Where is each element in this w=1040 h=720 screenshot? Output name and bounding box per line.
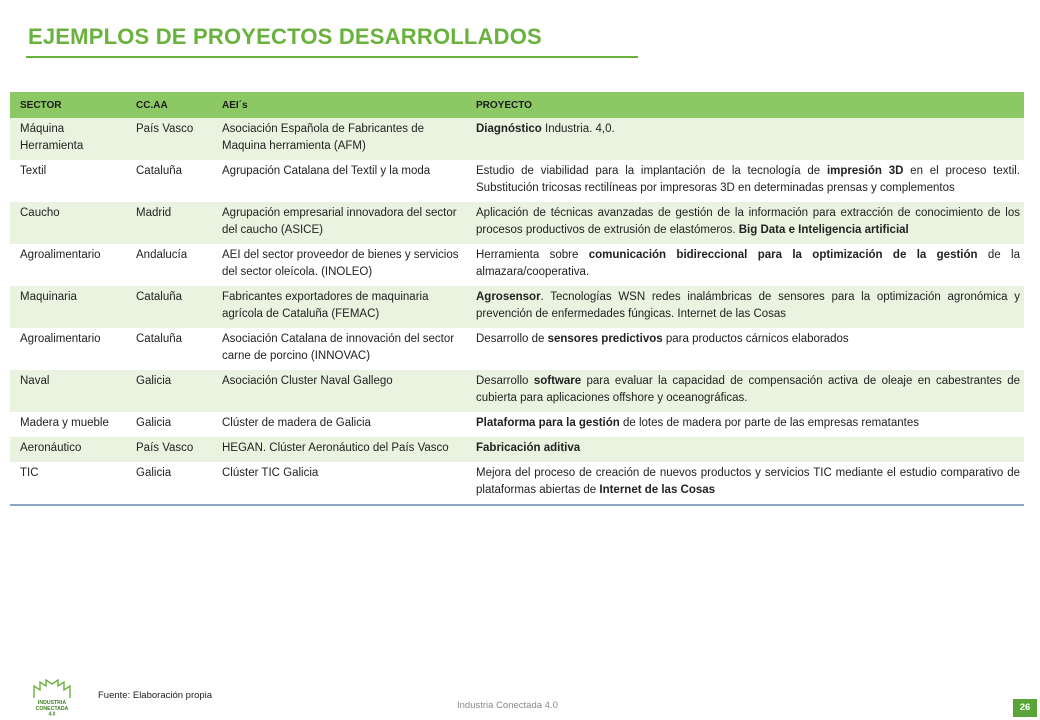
cell-aei: Asociación Española de Fabricantes de Maquina herramienta (AFM) [212,118,466,160]
proyecto-highlight: Fabricación aditiva [476,442,581,454]
table-row [10,370,1024,412]
proyecto-text: Herramienta sobre [476,249,589,261]
table-row [10,412,1024,437]
table-row [10,118,1024,160]
table-row [10,244,1024,286]
proyecto-text: para productos cárnicos elaborados [662,333,849,345]
cell-sector: Máquina Herramienta [10,118,126,160]
cell-sector: Agroalimentario [10,328,126,370]
cell-ccaa: Cataluña [126,160,212,202]
table-row [10,202,1024,244]
table-row [10,286,1024,328]
table-header-row [10,92,1024,118]
cell-sector: Caucho [10,202,126,244]
cell-ccaa: Andalucía [126,244,212,286]
table-row [10,328,1024,370]
proyecto-text: Estudio de viabilidad para la implantación de la tecnología de [476,165,827,177]
cell-sector: TIC [10,462,126,505]
cell-sector: Agroalimentario [10,244,126,286]
footer-title: Industria Conectada 4.0 [457,700,558,711]
cell-aei: Fabricantes exportadores de maquinaria agrícola de Cataluña (FEMAC) [212,286,466,328]
proyecto-highlight: comunicación bidireccional para la optimización de la gestión [588,249,978,261]
column-header-sector: SECTOR [10,92,126,118]
page-number-badge: 26 [1013,699,1037,717]
cell-proyecto [466,437,1024,462]
page-title: EJEMPLOS DE PROYECTOS DESARROLLADOS [28,24,542,49]
cell-proyecto [466,286,1024,328]
cell-proyecto [466,370,1024,412]
cell-sector: Aeronáutico [10,437,126,462]
table-row [10,437,1024,462]
cell-proyecto [466,202,1024,244]
proyecto-text: Mejora del proceso de creación de nuevos productos y servicios TIC mediante el estudio comparativo de plataformas abiertas de [476,467,1020,496]
source-note: Fuente: Elaboración propia [98,690,213,701]
proyecto-text: Desarrollo de [476,333,548,345]
title-underline [26,56,638,58]
proyecto-text: en el proceso textil. Substitución tricosas rectilíneas por impresoras 3D en determinadas prensas y complementos [476,165,1020,194]
cell-ccaa: País Vasco [126,118,212,160]
table-row [10,462,1024,505]
proyecto-text: Aplicación de técnicas avanzadas de gestión de la información para extracción de conocimiento de los procesos productivos de extrusión de elastómeros. [476,207,1020,236]
column-header-ccaa: CC.AA [126,92,212,118]
cell-proyecto [466,462,1024,505]
cell-ccaa: País Vasco [126,437,212,462]
cell-ccaa: Galicia [126,462,212,505]
cell-aei: Clúster de madera de Galicia [212,412,466,437]
column-header-proyecto: PROYECTO [466,92,1024,118]
cell-aei: Clúster TIC Galicia [212,462,466,505]
table-body [10,118,1024,505]
proyecto-highlight: Plataforma para la gestión [476,417,620,429]
cell-proyecto [466,160,1024,202]
proyecto-text: de la almazara/cooperativa. [476,249,1020,278]
cell-sector: Textil [10,160,126,202]
cell-aei: Agrupación empresarial innovadora del sector del caucho (ASICE) [212,202,466,244]
proyecto-highlight: Internet de las Cosas [599,484,716,496]
cell-aei: AEI del sector proveedor de bienes y servicios del sector oleícola. (INOLEO) [212,244,466,286]
cell-proyecto [466,118,1024,160]
proyecto-highlight: Agrosensor [476,291,541,303]
cell-aei: Asociación Catalana de innovación del sector carne de porcino (INNOVAC) [212,328,466,370]
cell-proyecto [466,244,1024,286]
proyecto-text: . Tecnologías WSN redes inalámbricas de sensores para la optimización agronómica y prevención de enfermedades fúngicas. Internet de las Cosas [476,291,1020,320]
cell-ccaa: Galicia [126,412,212,437]
proyecto-text: Desarrollo [476,375,534,387]
cell-proyecto [466,412,1024,437]
proyecto-highlight: impresión 3D [826,165,904,177]
cell-ccaa: Madrid [126,202,212,244]
cell-aei: Asociación Cluster Naval Gallego [212,370,466,412]
proyecto-text: Industria. 4,0. [541,123,615,135]
proyecto-highlight: sensores predictivos [547,333,663,345]
projects-table [10,92,1024,506]
cell-sector: Naval [10,370,126,412]
proyecto-text: para evaluar la capacidad de compensación activa de oleaje en cabestrantes de cubierta para aplicaciones offshore y oceanográficas. [476,375,1020,404]
logo-text-line-1: INDUSTRIA [37,700,67,706]
proyecto-highlight: software [533,375,582,387]
cell-ccaa: Cataluña [126,328,212,370]
proyecto-text: de lotes de madera por parte de las empresas rematantes [619,417,919,429]
cell-ccaa: Cataluña [126,286,212,328]
cell-aei: Agrupación Catalana del Textil y la moda [212,160,466,202]
proyecto-highlight: Diagnóstico [476,123,542,135]
cell-ccaa: Galicia [126,370,212,412]
cell-sector: Madera y mueble [10,412,126,437]
industria-conectada-logo [30,676,74,716]
cell-sector: Maquinaria [10,286,126,328]
logo-text-line-2: CONECTADA [35,706,69,712]
table-row [10,160,1024,202]
proyecto-highlight: Big Data e Inteligencia artificial [738,224,909,236]
cell-proyecto [466,328,1024,370]
cell-aei: HEGAN. Clúster Aeronáutico del País Vasco [212,437,466,462]
logo-text-line-3: 4.0 [48,711,56,716]
column-header-aei: AEI´s [212,92,466,118]
